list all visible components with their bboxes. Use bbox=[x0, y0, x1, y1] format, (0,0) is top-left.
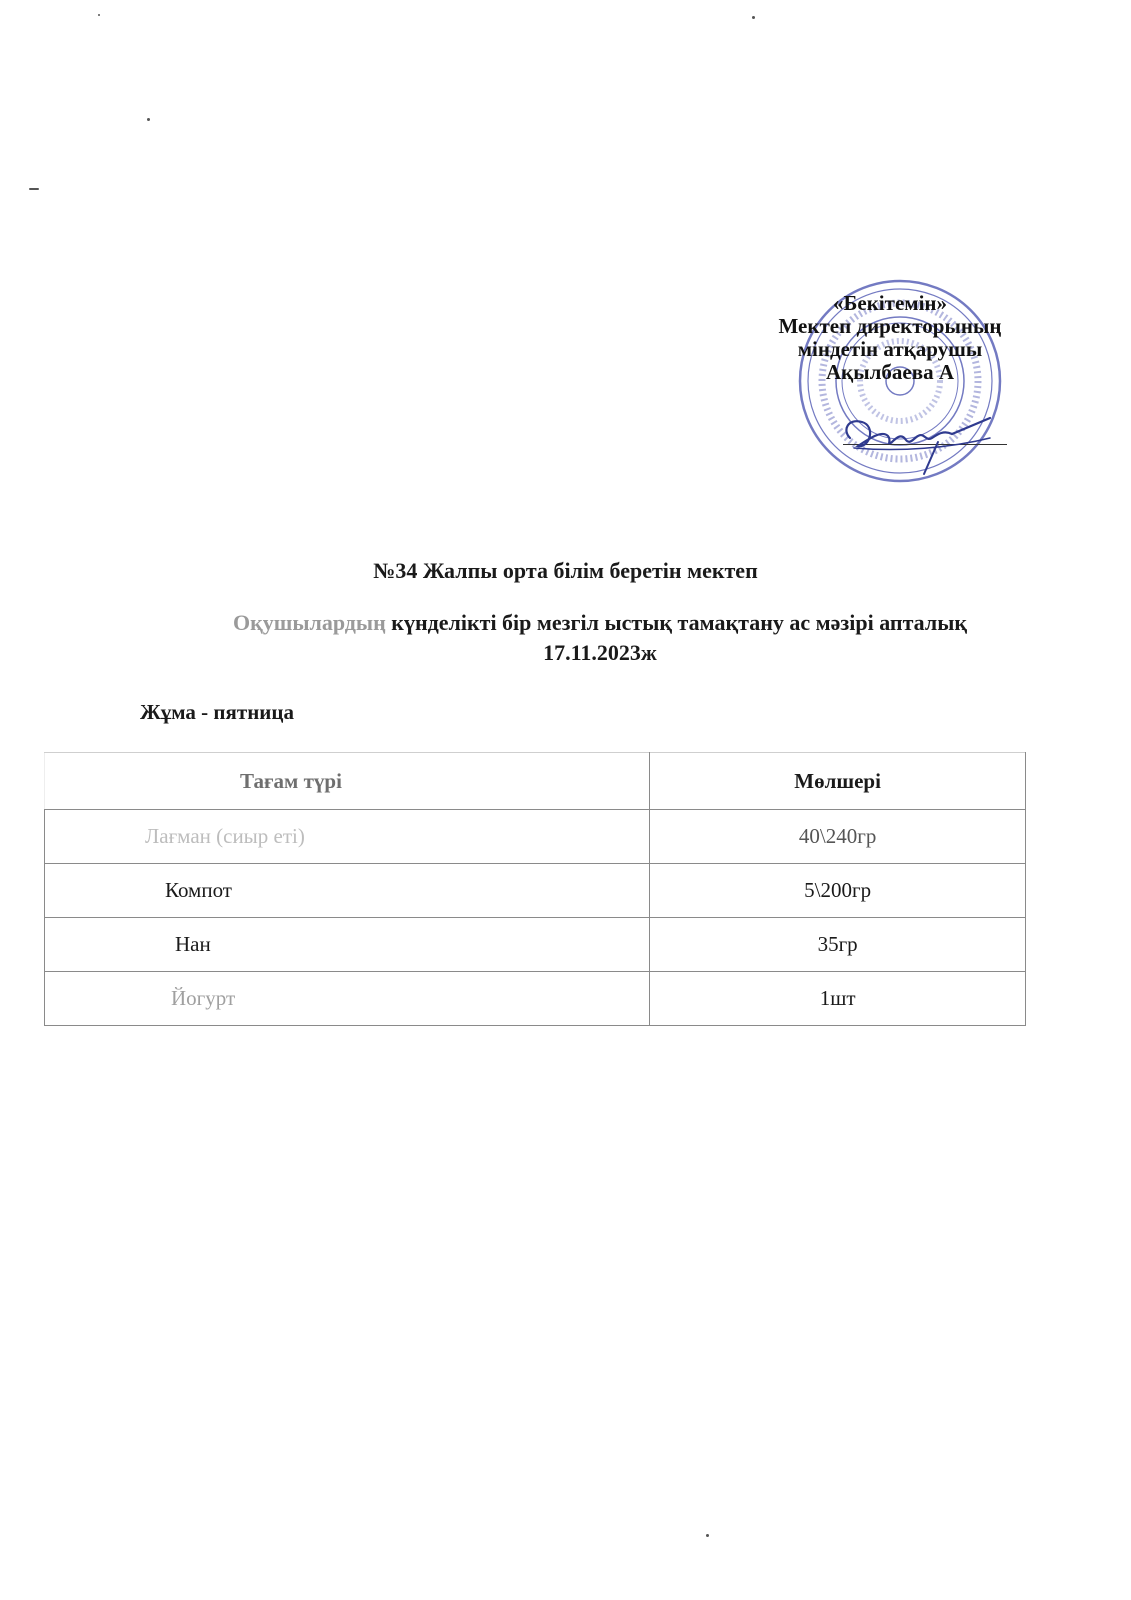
amount-cell: 35гр bbox=[650, 918, 1026, 972]
dish-cell: Йогурт bbox=[45, 972, 650, 1026]
table-row bbox=[45, 810, 1026, 864]
column-header-dish: Тағам түрі bbox=[45, 753, 650, 810]
dish-cell: Компот bbox=[45, 864, 650, 918]
table-row bbox=[45, 972, 1026, 1026]
scan-speck bbox=[706, 1534, 709, 1537]
table-row bbox=[45, 864, 1026, 918]
dish-cell: Нан bbox=[45, 918, 650, 972]
menu-date: 17.11.2023ж bbox=[543, 640, 657, 665]
amount-cell: 1шт bbox=[650, 972, 1026, 1026]
amount-cell: 5\200гр bbox=[650, 864, 1026, 918]
dish-cell: Лағман (сиыр еті) bbox=[45, 810, 650, 864]
signature-icon bbox=[840, 408, 1010, 478]
day-label: Жұма - пятница bbox=[140, 700, 294, 724]
approval-title: «Бекітемін» bbox=[832, 291, 947, 315]
approval-position: Мектеп директорының bbox=[778, 314, 1002, 338]
scan-speck bbox=[147, 118, 150, 121]
menu-title bbox=[120, 608, 1080, 668]
menu-title-rest: күнделікті бір мезгіл ыстық тамақтану ас мәзірі апталық bbox=[391, 610, 968, 635]
amount-cell: 40\240гр bbox=[650, 810, 1026, 864]
approval-block bbox=[730, 292, 1050, 384]
menu-table bbox=[44, 752, 1026, 1026]
menu-title-faded: Оқушылардың bbox=[232, 610, 386, 635]
menu-title-line bbox=[120, 608, 1080, 638]
approval-role: міндетін атқарушы bbox=[797, 337, 983, 361]
table-header-row bbox=[45, 753, 1026, 810]
scan-speck bbox=[752, 16, 755, 19]
scan-speck bbox=[98, 14, 100, 16]
school-title: №34 Жалпы орта білім беретін мектеп bbox=[373, 558, 758, 583]
scan-speck bbox=[29, 188, 39, 190]
column-header-amount: Мөлшері bbox=[650, 753, 1026, 810]
approval-name: Ақылбаева А bbox=[825, 360, 955, 384]
table-row bbox=[45, 918, 1026, 972]
